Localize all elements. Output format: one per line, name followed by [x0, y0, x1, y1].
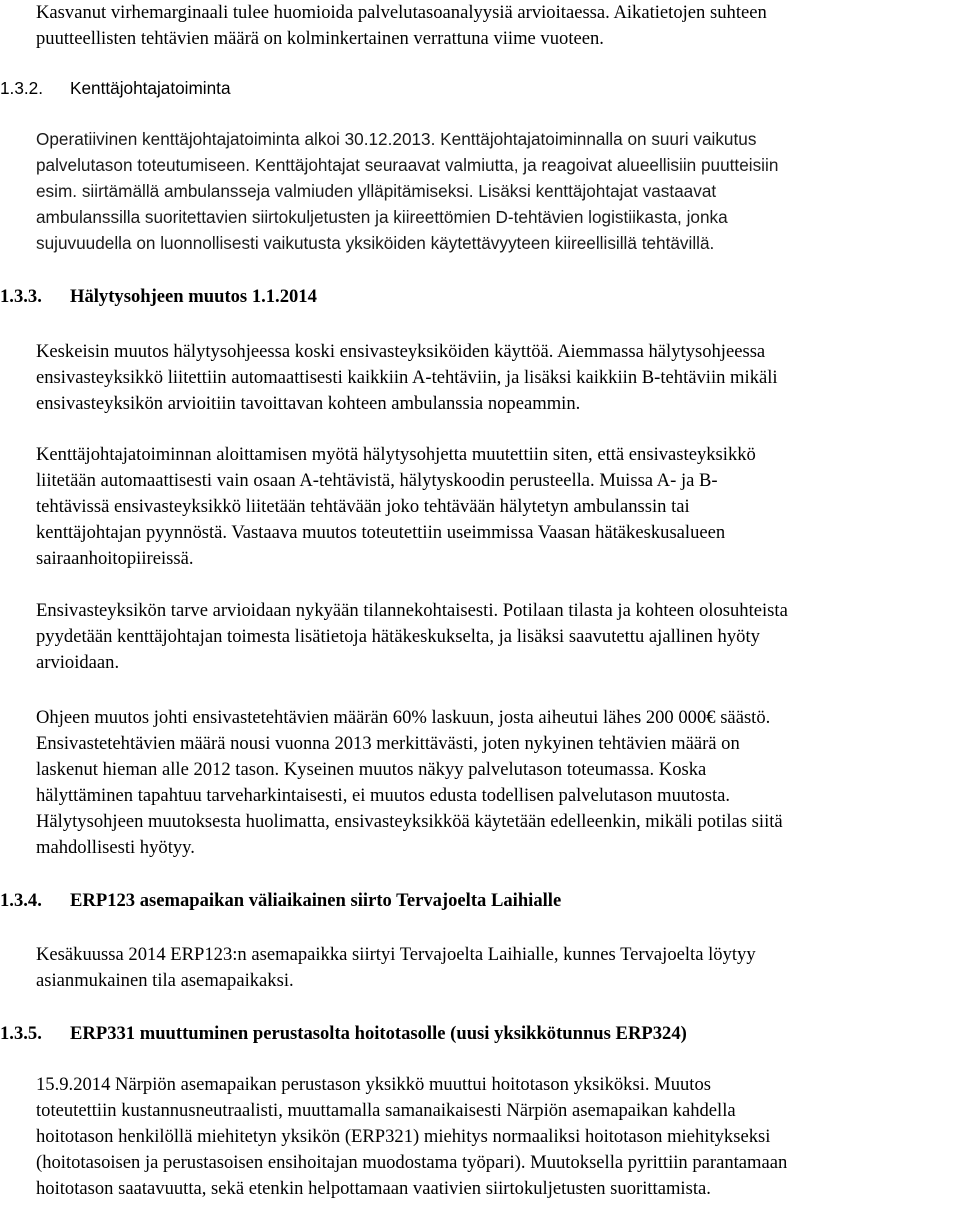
text-line: (hoitotasoisen ja perustasoisen ensihoitajan muodostama työpari). Muutoksella pyrittiin parantamaan — [36, 1152, 788, 1173]
text-line: 15.9.2014 Närpiön asemapaikan perustason yksikkö muuttui hoitotason yksiköksi. Muutos — [36, 1074, 712, 1095]
text-line: hälyttäminen tapahtuu tarveharkintaisesti, ei muutos edusta todellisen palvelutason muutosta. — [36, 785, 731, 806]
text-line: arvioidaan. — [36, 652, 120, 673]
text-line: Kesäkuussa 2014 ERP123:n asemapaikka siirtyi Tervajoelta Laihialle, kunnes Tervajoelta löytyy — [36, 944, 756, 965]
paragraph-unit-upgrade — [36, 1072, 936, 1202]
text-line: toteutettiin kustannusneutraalisti, muuttamalla samanaikaisesti Närpiön asemapaikan kahdella — [36, 1100, 736, 1121]
text-line: asianmukainen tila asemapaikaksi. — [36, 970, 294, 991]
section-title: ERP331 muuttuminen perustasolta hoitotasolle (uusi yksikkötunnus ERP324) — [70, 1023, 687, 1044]
text-line: Ohjeen muutos johti ensivastetehtävien määrän 60% laskuun, josta aiheutui lähes 200 000€ säästö. — [36, 707, 771, 728]
section-title: Kenttäjohtajatoiminta — [70, 78, 231, 98]
text-line: puutteellisten tehtävien määrä on kolminkertainen verrattuna viime vuoteen. — [36, 28, 604, 49]
section-title: Hälytysohjeen muutos 1.1.2014 — [70, 286, 317, 307]
text-line: Hälytysohjeen muutoksesta huolimatta, ensivasteyksikköä käytetään edelleenkin, mikäli potilas siitä — [36, 811, 783, 832]
text-line: esim. siirtämällä ambulansseja valmiuden ylläpitämiseksi. Lisäksi kenttäjohtajat vastaavat — [36, 181, 717, 201]
section-title: ERP123 asemapaikan väliaikainen siirto Tervajoelta Laihialle — [70, 890, 562, 911]
text-line: sujuvuudella on luonnollisesti vaikutusta yksiköiden käytettävyyteen kiireellisillä tehtävillä. — [36, 233, 715, 253]
section-number: 1.3.5. — [0, 1023, 42, 1044]
text-line: mahdollisesti hyötyy. — [36, 837, 195, 858]
text-line: tehtävissä ensivasteyksikkö liitetään tehtävään joko tehtävään hälytetyn ambulanssin tai — [36, 496, 690, 517]
paragraph-assessment — [36, 598, 936, 676]
text-line: ensivasteyksikön arvioitiin tavoittavan kohteen ambulanssia nopeammin. — [36, 393, 581, 414]
paragraph-field-supervisor — [36, 126, 936, 256]
text-line: pyydetään kenttäjohtajan toimesta lisätietoja hätäkeskukselta, ja lisäksi saavutettu ajallinen hyöty — [36, 626, 760, 647]
paragraph-error-margin — [36, 0, 936, 52]
text-line: Keskeisin muutos hälytysohjeessa koski ensivasteyksiköiden käyttöä. Aiemmassa hälytysohjeessa — [36, 341, 766, 362]
text-line: Kenttäjohtajatoiminnan aloittamisen myötä hälytysohjetta muutettiin siten, että ensivasteyksikkö — [36, 444, 756, 465]
paragraph-alarm-change — [36, 339, 936, 417]
text-line: kenttäjohtajan pyynnöstä. Vastaava muutos toteutettiin useimmissa Vaasan hätäkeskusalueen — [36, 522, 726, 543]
paragraph-savings — [36, 705, 936, 861]
text-line: hoitotason saatavuutta, sekä etenkin helpottamaan vaativien siirtokuljetusten suorittamista. — [36, 1178, 711, 1199]
paragraph-first-response — [36, 442, 936, 572]
text-line: Ensivastetehtävien määrä nousi vuonna 2013 merkittävästi, joten nykyinen tehtävien määrä on — [36, 733, 740, 754]
text-line: Kasvanut virhemarginaali tulee huomioida palvelutasoanalyysiä arvioitaessa. Aikatietojen suhteen — [36, 2, 767, 23]
section-number: 1.3.3. — [0, 286, 42, 307]
text-line: ambulanssilla suoritettavien siirtokuljetusten ja kiireettömien D-tehtävien logistiikasta, jonka — [36, 207, 728, 227]
paragraph-station-move — [36, 942, 936, 994]
text-line: liitetään automaattisesti vain osaan A-tehtävistä, hälytyskoodin perusteella. Muissa A- ja B- — [36, 470, 718, 491]
section-number: 1.3.4. — [0, 890, 42, 911]
text-line: Ensivasteyksikön tarve arvioidaan nykyään tilannekohtaisesti. Potilaan tilasta ja kohteen olosuhteista — [36, 600, 788, 621]
section-number: 1.3.2. — [0, 78, 44, 98]
text-line: ensivasteyksikkö liitettiin automaattisesti kaikkiin A-tehtäviin, ja lisäksi kaikkiin B-tehtäviin mikäli — [36, 367, 778, 388]
text-line: Operatiivinen kenttäjohtajatoiminta alkoi 30.12.2013. Kenttäjohtajatoiminnalla on suuri vaikutus — [36, 129, 757, 149]
text-line: laskenut hieman alle 2012 tason. Kyseinen muutos näkyy palvelutason toteumassa. Koska — [36, 759, 707, 780]
text-line: sairaanhoitopiireissä. — [36, 548, 194, 569]
text-line: hoitotason henkilöllä miehitetyn yksikön (ERP321) miehitys normaaliksi hoitotason miehitykseksi — [36, 1126, 771, 1147]
text-line: palvelutason toteutumiseen. Kenttäjohtajat seuraavat valmiutta, ja reagoivat alueellisiin puutteisiin — [36, 155, 779, 175]
